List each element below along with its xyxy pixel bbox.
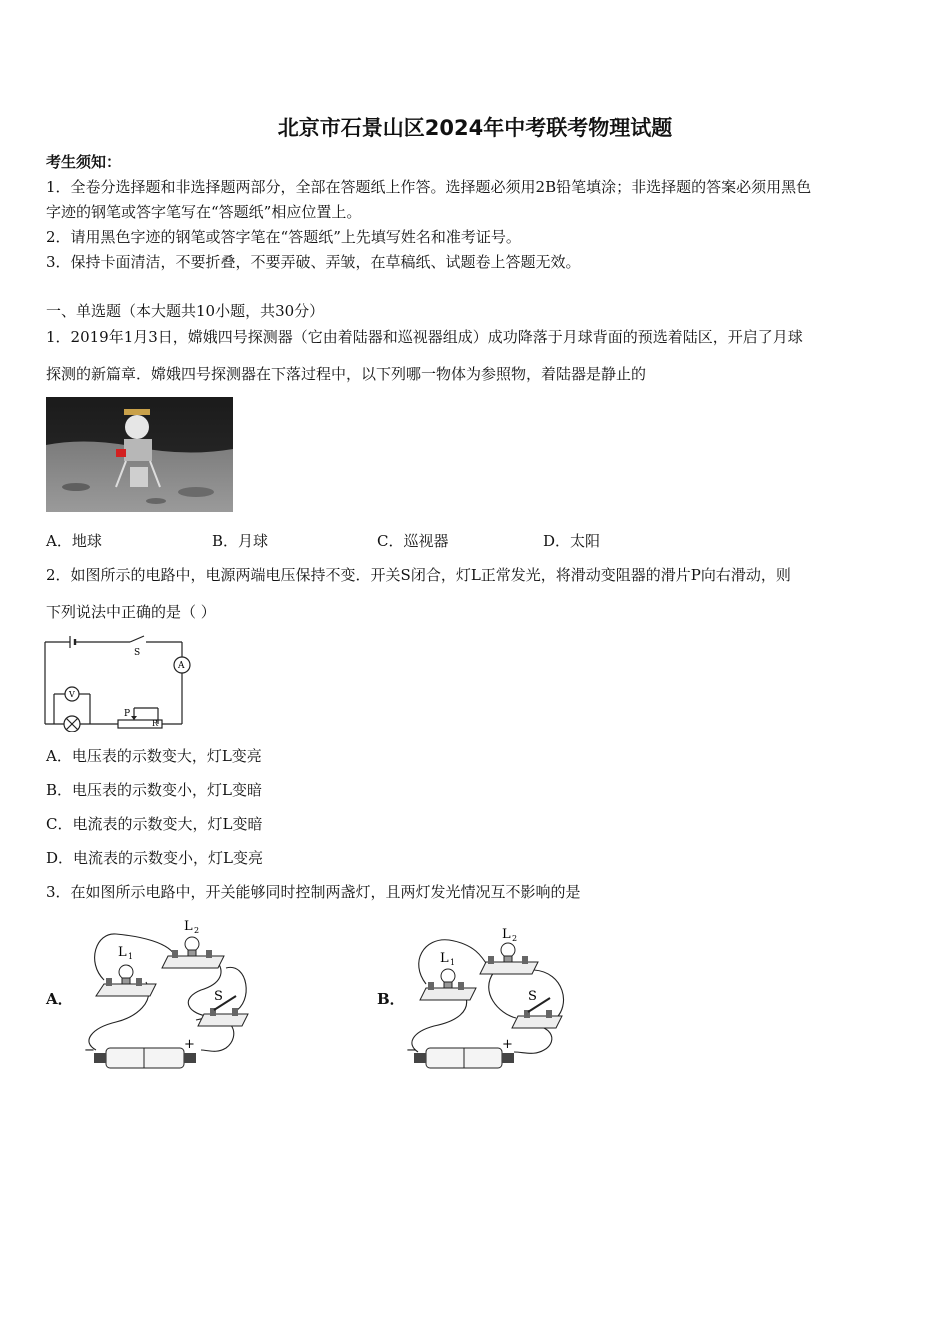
- notice-item: 1．全卷分选择题和非选择题两部分，全部在答题纸上作答。选择题必须用2B铅笔填涂；非选择题的答案必须用黑色: [46, 178, 812, 196]
- page-title: 北京市石景山区2024年中考联考物理试题: [277, 116, 673, 140]
- lamp2-label: L: [502, 927, 511, 942]
- option-d: D．太阳: [543, 532, 601, 550]
- option-a-label: A．: [46, 990, 73, 1008]
- notice-heading: 考生须知：: [46, 153, 122, 171]
- lamp2-subscript: 2: [194, 926, 200, 935]
- switch-label: S: [528, 989, 537, 1004]
- lamp-l1: [96, 965, 156, 996]
- battery: [414, 1048, 514, 1068]
- option-c: C．巡视器: [377, 532, 449, 550]
- option-d: D．电流表的示数变小，灯L变亮: [46, 849, 263, 867]
- switch-label: S: [134, 648, 141, 658]
- notice-item: 3．保持卡面清洁，不要折叠，不要弄破、弄皱，在草稿纸、试题卷上答题无效。: [46, 253, 581, 271]
- switch-label: S: [214, 989, 223, 1004]
- plus-sign: +: [502, 1037, 513, 1052]
- circuit-option-a: [76, 912, 252, 1074]
- notice-item: 2．请用黑色字迹的钢笔或答字笔在“答题纸”上先填写姓名和准考证号。: [46, 228, 521, 246]
- slider-label: P: [124, 709, 131, 719]
- lamp2-subscript: 2: [512, 934, 518, 943]
- question-3-text: 3．在如图所示电路中，开关能够同时控制两盏灯，且两灯发光情况互不影响的是: [46, 883, 581, 901]
- switch-s: [512, 998, 562, 1028]
- lunar-lander-photo: [46, 397, 233, 512]
- option-b: B．电压表的示数变小，灯L变暗: [46, 781, 262, 799]
- lamp1-label: L: [440, 951, 449, 966]
- lamp2-label: L: [184, 919, 193, 934]
- option-b: B．月球: [212, 532, 269, 550]
- circuit-option-b: [404, 922, 574, 1074]
- plus-sign: +: [184, 1037, 195, 1052]
- section-heading: 一、单选题（本大题共10小题，共30分）: [46, 302, 325, 320]
- lamp-l2: [480, 943, 538, 974]
- question-2-text: 下列说法中正确的是（ ）: [46, 603, 216, 621]
- option-c: C．电流表的示数变大，灯L变暗: [46, 815, 263, 833]
- option-a: A．电压表的示数变大，灯L变亮: [46, 747, 262, 765]
- question-1-text: 探测的新篇章．嫦娥四号探测器在下落过程中，以下列哪一物体为参照物，着陆器是静止的: [46, 365, 647, 383]
- lamp1-label: L: [118, 945, 127, 960]
- question-1-text: 1．2019年1月3日，嫦娥四号探测器（它由着陆器和巡视器组成）成功降落于月球背面的预选着陆区，开启了月球: [46, 328, 803, 346]
- notice-item: 字迹的钢笔或答字笔写在“答题纸”相应位置上。: [46, 203, 362, 221]
- rheostat-label: R: [152, 719, 159, 728]
- ammeter-label: A: [178, 661, 185, 671]
- option-a: A．地球: [46, 532, 102, 550]
- lamp-l2: [162, 937, 224, 968]
- minus-sign: −: [84, 1043, 95, 1058]
- voltmeter-label: V: [69, 690, 75, 699]
- battery: [94, 1048, 196, 1068]
- lamp1-subscript: 1: [450, 958, 456, 967]
- question-2-text: 2．如图所示的电路中，电源两端电压保持不变．开关S闭合，灯L正常发光，将滑动变阻器的滑片P向右滑动，则: [46, 566, 791, 584]
- circuit-diagram: [42, 632, 200, 732]
- lamp1-subscript: 1: [128, 952, 134, 961]
- lamp-l1: [420, 969, 476, 1000]
- minus-sign: −: [406, 1043, 417, 1058]
- switch-s: [198, 996, 248, 1026]
- option-b-label: B．: [377, 990, 405, 1008]
